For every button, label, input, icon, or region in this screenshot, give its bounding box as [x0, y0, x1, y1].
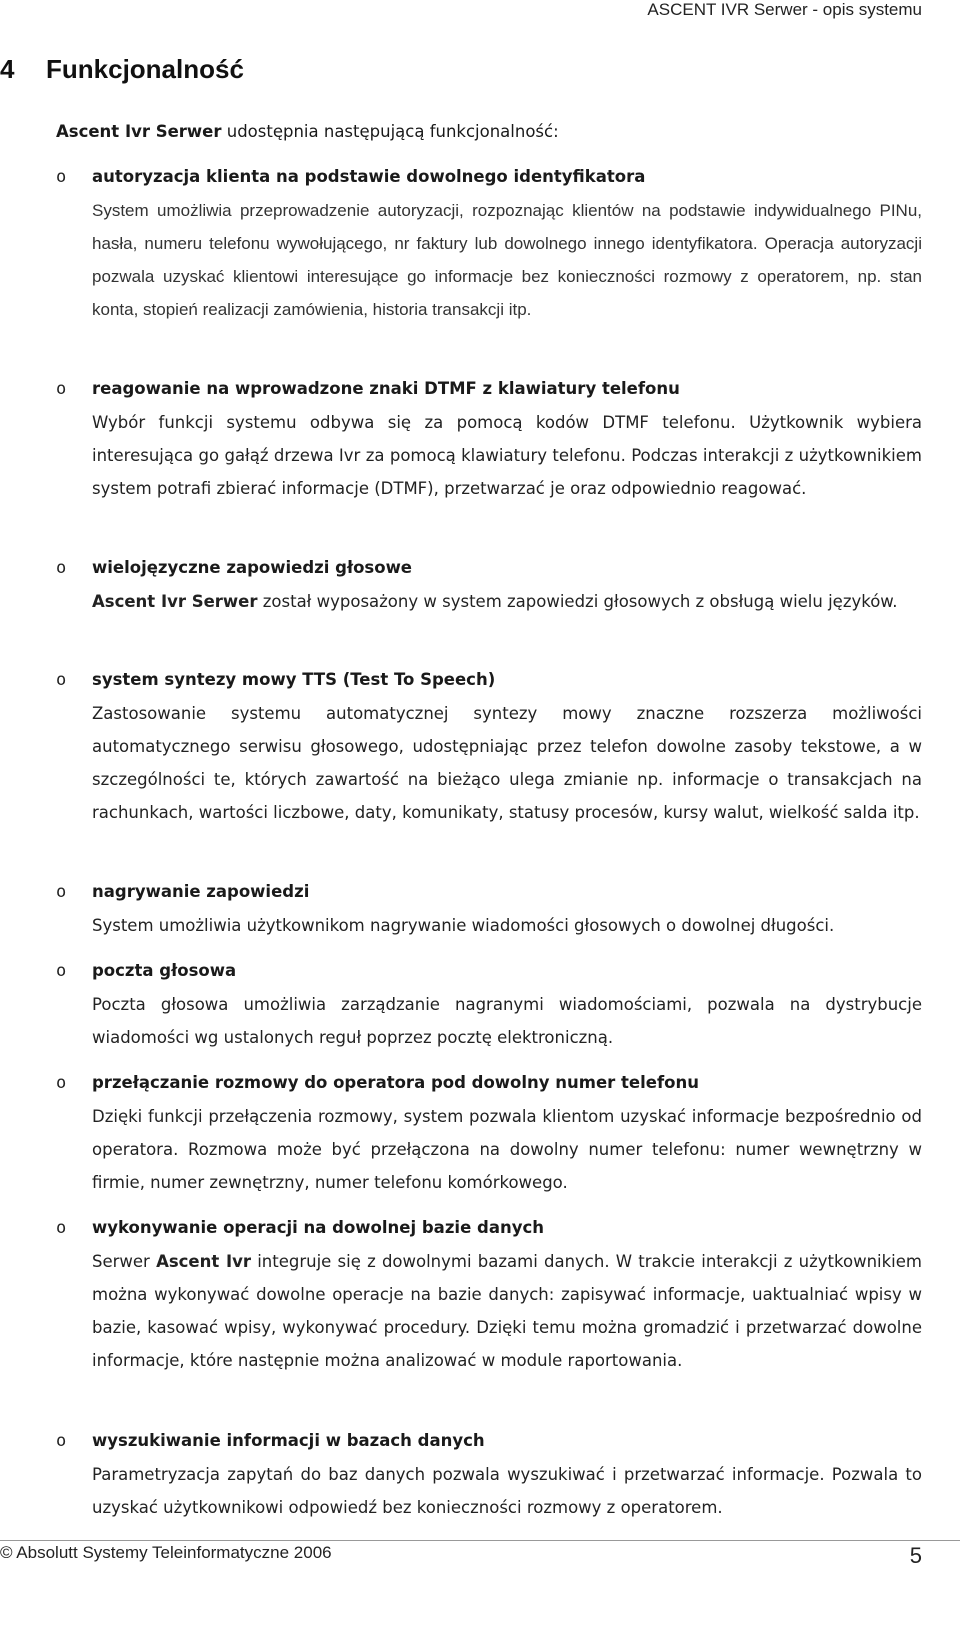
section-title	[0, 54, 244, 85]
bullet-marker: o	[56, 1431, 67, 1451]
item-body: System umożliwia przeprowadzenie autoryzacji, rozpoznając klientów na podstawie indywidualnego PINu, hasła, numeru telefonu wywołującego, nr faktury lub dowolnego innego identyfikatora. Operacja autoryzacji pozwala uzyskać klientowi interesujące go informacje bez konieczności rozmowy z operatorem, np. stan konta, stopień realizacji zamówienia, historia transakcji itp.	[92, 201, 922, 319]
item-body: Parametryzacja zapytań do baz danych pozwala wyszukiwać i przetwarzać informacje. Pozwala to uzyskać użytkownikowi odpowiedź bez konieczności rozmowy z operatorem.	[92, 1465, 922, 1517]
bullet-marker: o	[56, 379, 67, 399]
section-title-text: Funkcjonalność	[46, 54, 244, 84]
running-header: ASCENT IVR Serwer - opis systemu	[647, 0, 922, 19]
intro-text: udostępnia następującą funkcjonalność:	[221, 122, 559, 141]
footer-copyright: © Absolutt Systemy Teleinformatyczne 2006	[0, 1543, 332, 1562]
bullet-marker: o	[56, 1218, 67, 1238]
item-body	[92, 1245, 922, 1377]
item-body: Wybór funkcji systemu odbywa się za pomocą kodów DTMF telefonu. Użytkownik wybiera interesująca go gałąź drzewa Ivr za pomocą klawiatury telefonu. Podczas interakcji z użytkownikiem system potrafi zbierać informacje (DTMF), przetwarzać je oraz odpowiednio reagować.	[92, 413, 922, 498]
item-title: reagowanie na wprowadzone znaki DTMF z klawiatury telefonu	[92, 379, 680, 398]
item-title: poczta głosowa	[92, 961, 237, 980]
item-body-text: integruje się z dowolnymi bazami danych. W trakcie interakcji z użytkownikiem można wykonywać dowolne operacje na bazie danych: zapisywać informacje, uaktualniać wpisy w bazie, kasować wpisy, wykonywać procedury. Dzięki temu można gromadzić i przetwarzać dowolne informacje, które następnie można analizować w module raportowania.	[92, 1252, 922, 1370]
item-body: Dzięki funkcji przełączenia rozmowy, system pozwala klientom uzyskać informacje bezpośrednio od operatora. Rozmowa może być przełączona na dowolny numer telefonu: numer wewnętrzny w firmie, numer zewnętrzny, numer telefonu komórkowego.	[92, 1107, 922, 1192]
item-body-product-name: Ascent Ivr Serwer	[92, 592, 258, 611]
bullet-marker: o	[56, 1073, 67, 1093]
item-title: przełączanie rozmowy do operatora pod dowolny numer telefonu	[92, 1073, 699, 1092]
bullet-marker: o	[56, 167, 67, 187]
item-title: autoryzacja klienta na podstawie dowolnego identyfikatora	[92, 167, 646, 186]
item-body	[92, 585, 922, 618]
page-number: 5	[909, 1543, 922, 1568]
footer-divider	[0, 1540, 960, 1541]
item-body: Zastosowanie systemu automatycznej syntezy mowy znaczne rozszerza możliwości automatycznego serwisu głosowego, udostępniając przez telefon dowolne zasoby tekstowe, a w szczególności te, których zawartość na bieżąco ulega zmianie np. informacje o transakcjach na rachunkach, wartości liczbowe, daty, komunikaty, statusy procesów, kursy walut, wielkość salda itp.	[92, 704, 922, 822]
item-title: wyszukiwanie informacji w bazach danych	[92, 1431, 485, 1450]
intro-product-name: Ascent Ivr Serwer	[56, 122, 222, 141]
intro-paragraph	[56, 119, 559, 145]
item-body-prefix: Serwer	[92, 1252, 157, 1271]
bullet-marker: o	[56, 558, 67, 578]
item-title: wykonywanie operacji na dowolnej bazie danych	[92, 1218, 544, 1237]
item-body: System umożliwia użytkownikom nagrywanie wiadomości głosowych o dowolnej długości.	[92, 916, 835, 935]
bullet-marker: o	[56, 961, 67, 981]
item-body: Poczta głosowa umożliwia zarządzanie nagranymi wiadomościami, pozwala na dystrybucje wiadomości wg ustalonych reguł poprzez pocztę elektroniczną.	[92, 995, 922, 1047]
item-body-text: został wyposażony w system zapowiedzi głosowych z obsługą wielu języków.	[257, 592, 898, 611]
item-body-product-name: Ascent Ivr	[156, 1252, 251, 1271]
bullet-marker: o	[56, 670, 67, 690]
item-title: wielojęzyczne zapowiedzi głosowe	[92, 558, 413, 577]
item-title: system syntezy mowy TTS (Test To Speech)	[92, 670, 496, 689]
bullet-marker: o	[56, 882, 67, 902]
item-title: nagrywanie zapowiedzi	[92, 882, 310, 901]
section-number: 4	[0, 54, 15, 84]
